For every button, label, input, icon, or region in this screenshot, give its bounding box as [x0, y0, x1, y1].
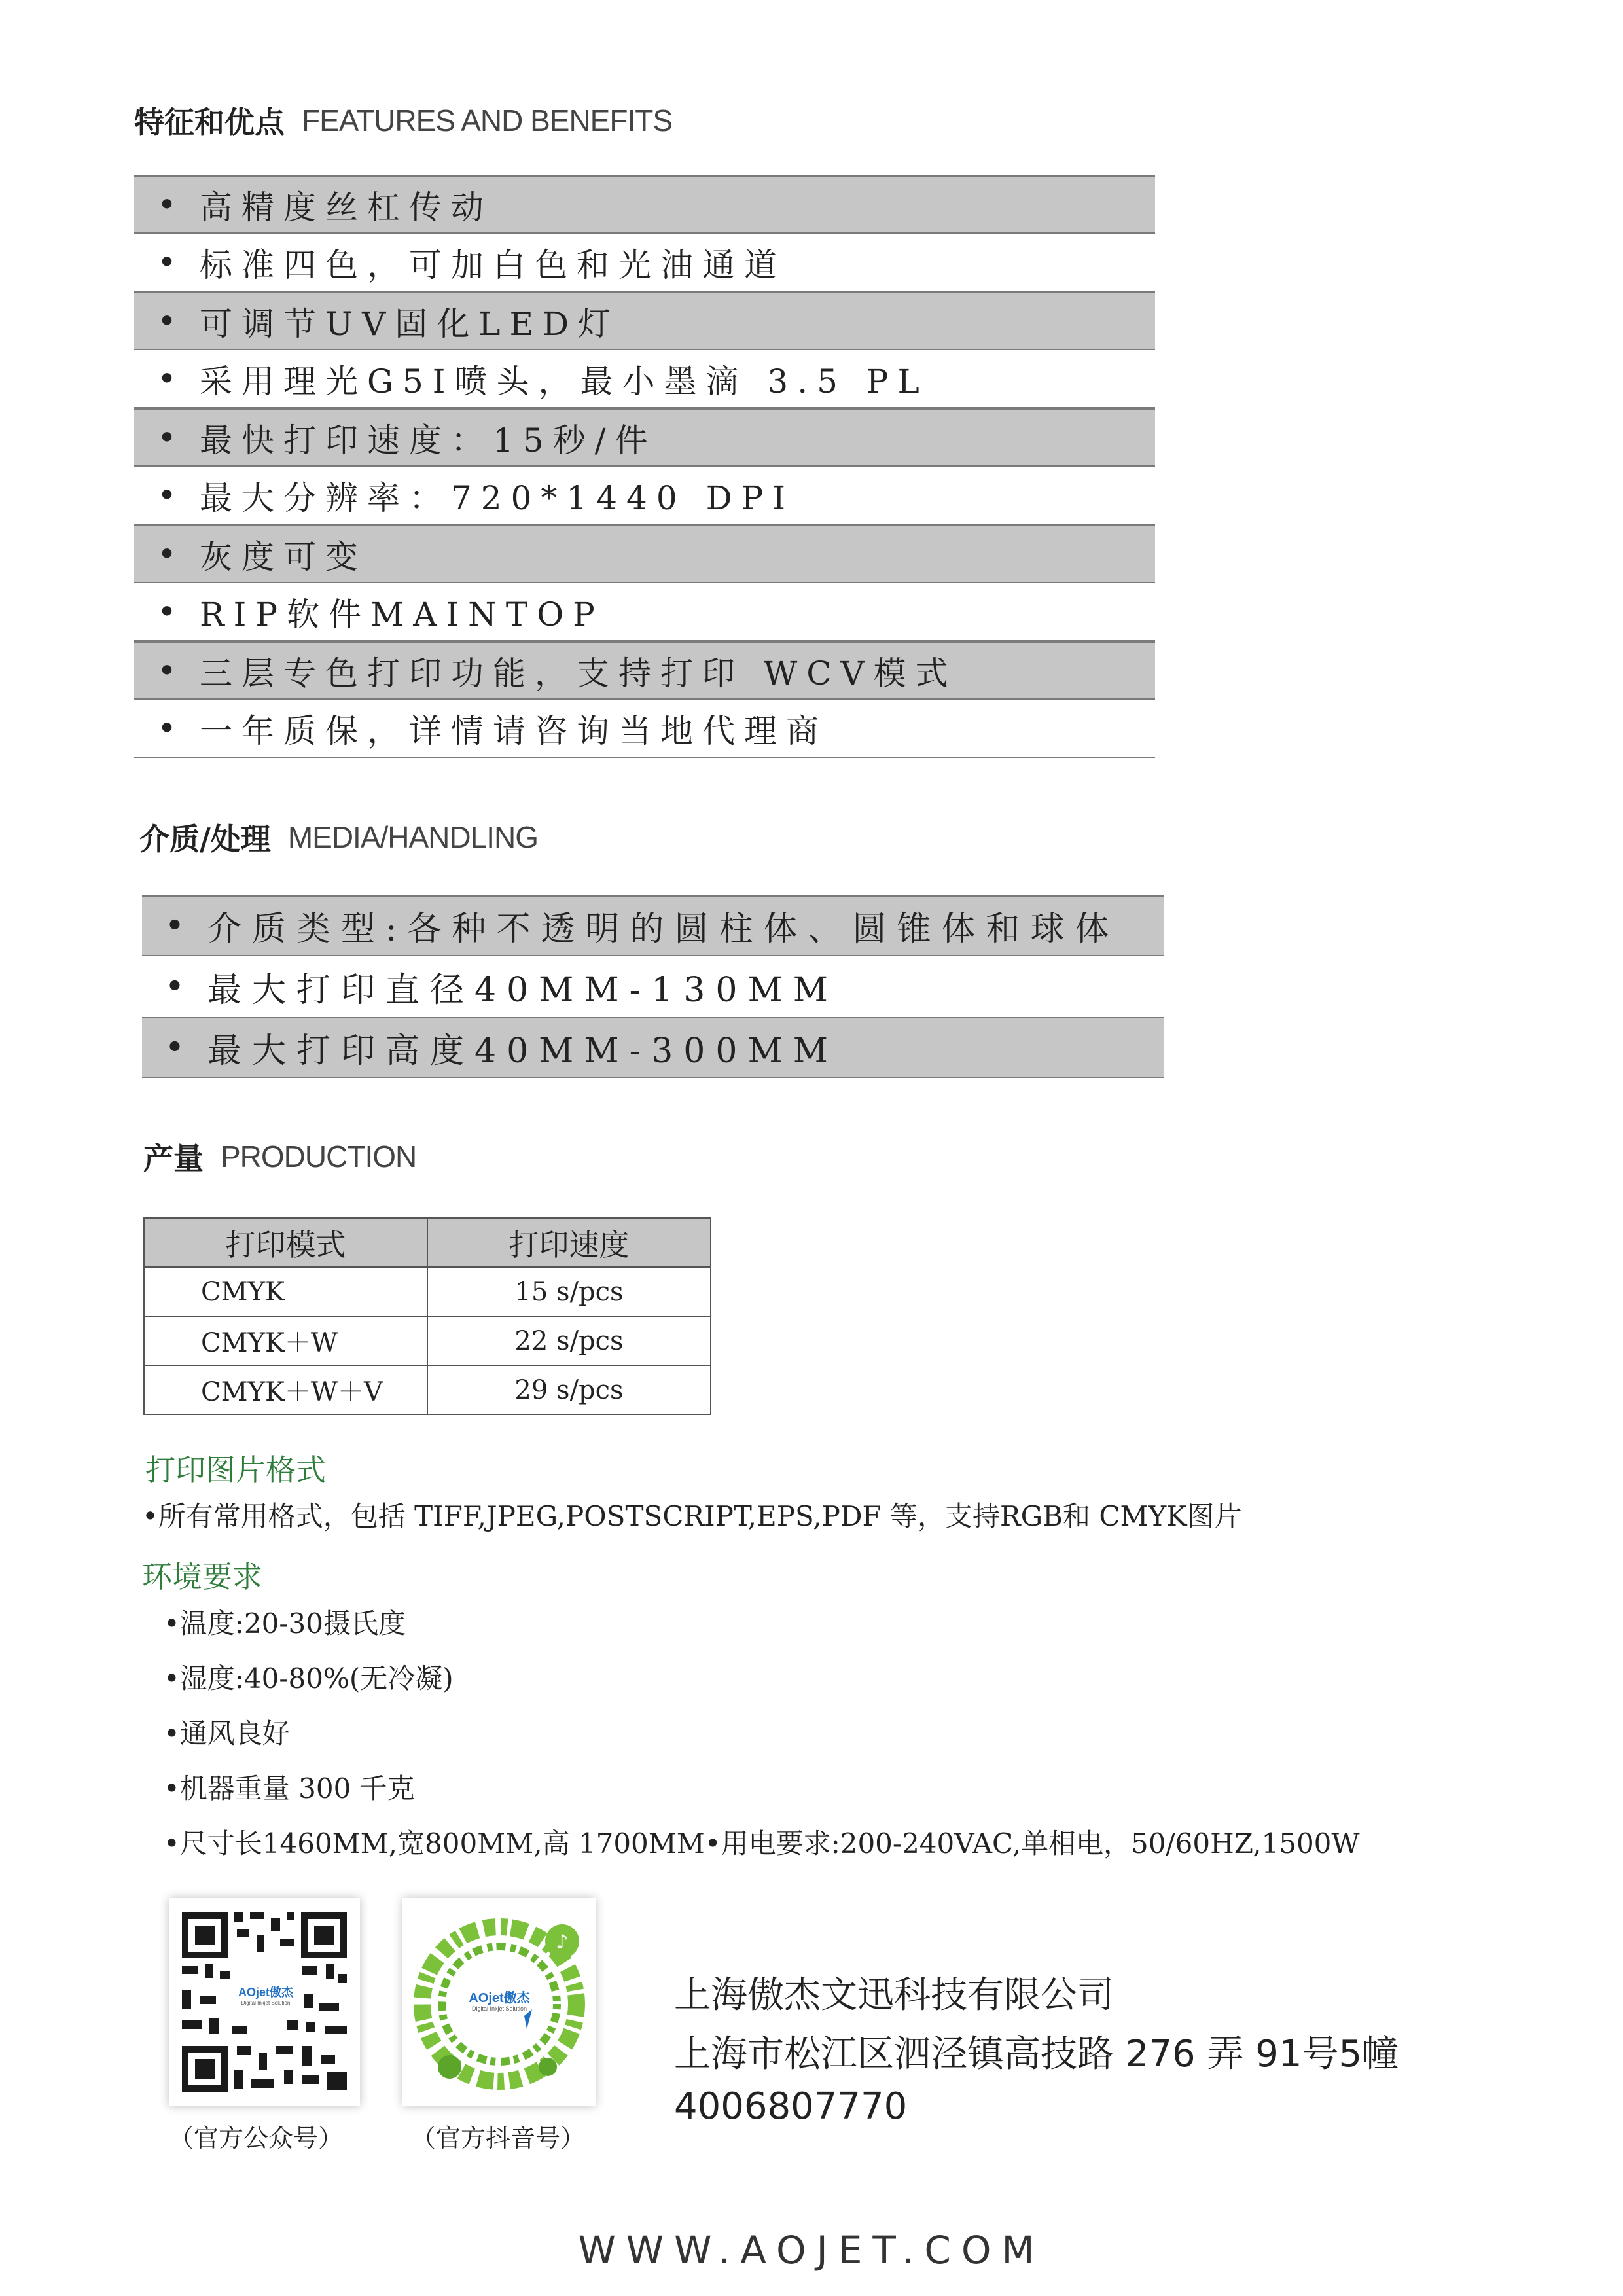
bullet: • [157, 709, 177, 747]
features-list [134, 175, 1155, 758]
media-text: 最大打印直径40MM-130MM [207, 971, 838, 1010]
environment-line-weight: •机器重量 300 千克 [164, 1772, 415, 1804]
media-text: 介质类型:各种不透明的圆柱体、圆锥体和球体 [207, 910, 1120, 949]
environment-line-humidity: •湿度:40-80%(无冷凝) [164, 1662, 454, 1695]
formats-line: •所有常用格式，包括 TIFF,JPEG,POSTSCRIPT,EPS,PDF 等，支持RGB和 CMYK图片 [142, 1500, 1242, 1532]
feature-item [134, 292, 1155, 350]
media-item [142, 1017, 1164, 1078]
qr-logo-text: AOjet傲杰 [238, 1986, 293, 1999]
environment-line-size-power: •尺寸长1460MM,宽800MM,高 1700MM•用电要求:200-240VAC,单相电，50/60HZ,1500W [164, 1827, 1360, 1859]
environment-line-temperature: •温度:20-30摄氏度 [164, 1607, 406, 1640]
feature-text: RIP软件MAINTOP [200, 595, 604, 634]
feature-item [134, 641, 1155, 700]
qr-logo-sub: Digital Inkjet Solution [241, 2000, 291, 2006]
features-title-zh: 特征和优点 [134, 105, 285, 140]
wechat-caption: （官方公众号） [169, 2124, 344, 2153]
production-title-zh: 产量 [143, 1141, 204, 1176]
production-title-en: PRODUCTION [221, 1139, 417, 1174]
bullet: • [157, 476, 177, 514]
formats-title: 打印图片格式 [145, 1452, 326, 1488]
bullet: • [157, 535, 177, 573]
cell-speed: 22 s/pcs [427, 1316, 711, 1365]
feature-text: 一年质保，详情请咨询当地代理商 [200, 711, 828, 750]
douyin-caption: （官方抖音号） [411, 2124, 586, 2153]
header-print-mode: 打印模式 [144, 1218, 427, 1267]
douyin-logo-text: AOjet傲杰 [469, 1991, 530, 2005]
feature-text: 标准四色，可加白色和光油通道 [200, 245, 786, 284]
bullet: • [157, 243, 177, 281]
media-title-zh: 介质/处理 [139, 821, 271, 857]
feature-text: 最快打印速度：15秒/件 [200, 421, 657, 459]
feature-item [134, 525, 1155, 583]
bullet: • [157, 359, 177, 398]
table-row [144, 1316, 711, 1365]
environment-title: 环境要求 [142, 1559, 262, 1594]
media-section-title [139, 814, 538, 860]
production-table [143, 1217, 711, 1415]
feature-item [134, 175, 1155, 234]
media-list [142, 895, 1164, 1078]
bullet: • [157, 185, 177, 224]
media-text: 最大打印高度40MM-300MM [207, 1031, 838, 1071]
bullet: • [157, 418, 177, 457]
feature-text: 采用理光G5I喷头，最小墨滴 3.5 PL [200, 362, 929, 401]
table-row [144, 1365, 711, 1414]
production-section-title [143, 1134, 416, 1179]
bullet: • [164, 906, 185, 946]
bullet: • [164, 967, 185, 1007]
cell-mode: CMYK＋W [144, 1316, 427, 1365]
features-section-title [134, 98, 672, 143]
feature-item [134, 700, 1155, 758]
table-header-row [144, 1218, 711, 1267]
wechat-qr-code [169, 1898, 360, 2106]
features-title-en: FEATURES AND BENEFITS [302, 103, 673, 137]
cell-mode: CMYK＋W＋V [144, 1365, 427, 1414]
feature-text: 可调节UV固化LED灯 [200, 304, 620, 343]
cell-mode: CMYK [144, 1267, 427, 1316]
feature-item [134, 350, 1155, 408]
media-title-en: MEDIA/HANDLING [287, 820, 538, 854]
feature-item [134, 467, 1155, 525]
bullet: • [157, 651, 177, 690]
environment-line-ventilation: •通风良好 [164, 1717, 290, 1749]
header-print-speed: 打印速度 [427, 1218, 711, 1267]
company-phone: 4006807770 [674, 2085, 908, 2128]
media-item [142, 895, 1164, 956]
feature-text: 最大分辨率：720*1440 DPI [200, 478, 795, 517]
feature-text: 灰度可变 [200, 537, 367, 576]
svg-text:♪: ♪ [556, 1931, 569, 1954]
bullet: • [164, 1028, 185, 1067]
table-row [144, 1267, 711, 1316]
feature-item [134, 583, 1155, 641]
feature-text: 高精度丝杠传动 [200, 188, 493, 226]
media-item [142, 956, 1164, 1017]
bullet: • [157, 302, 177, 340]
website-url[interactable]: WWW.AOJET.COM [578, 2228, 1045, 2272]
feature-item [134, 408, 1155, 467]
feature-item [134, 234, 1155, 292]
cell-speed: 15 s/pcs [427, 1267, 711, 1316]
douyin-logo-sub: Digital Inkjet Solution [471, 2005, 527, 2012]
cell-speed: 29 s/pcs [427, 1365, 711, 1414]
bullet: • [157, 592, 177, 631]
company-name: 上海傲杰文迅科技有限公司 [674, 1974, 1114, 2017]
douyin-qr-code [402, 1898, 596, 2106]
feature-text: 三层专色打印功能，支持打印 WCV模式 [200, 654, 957, 692]
company-address: 上海市松江区泗泾镇高技路 276 弄 91号5幢 [674, 2033, 1399, 2075]
